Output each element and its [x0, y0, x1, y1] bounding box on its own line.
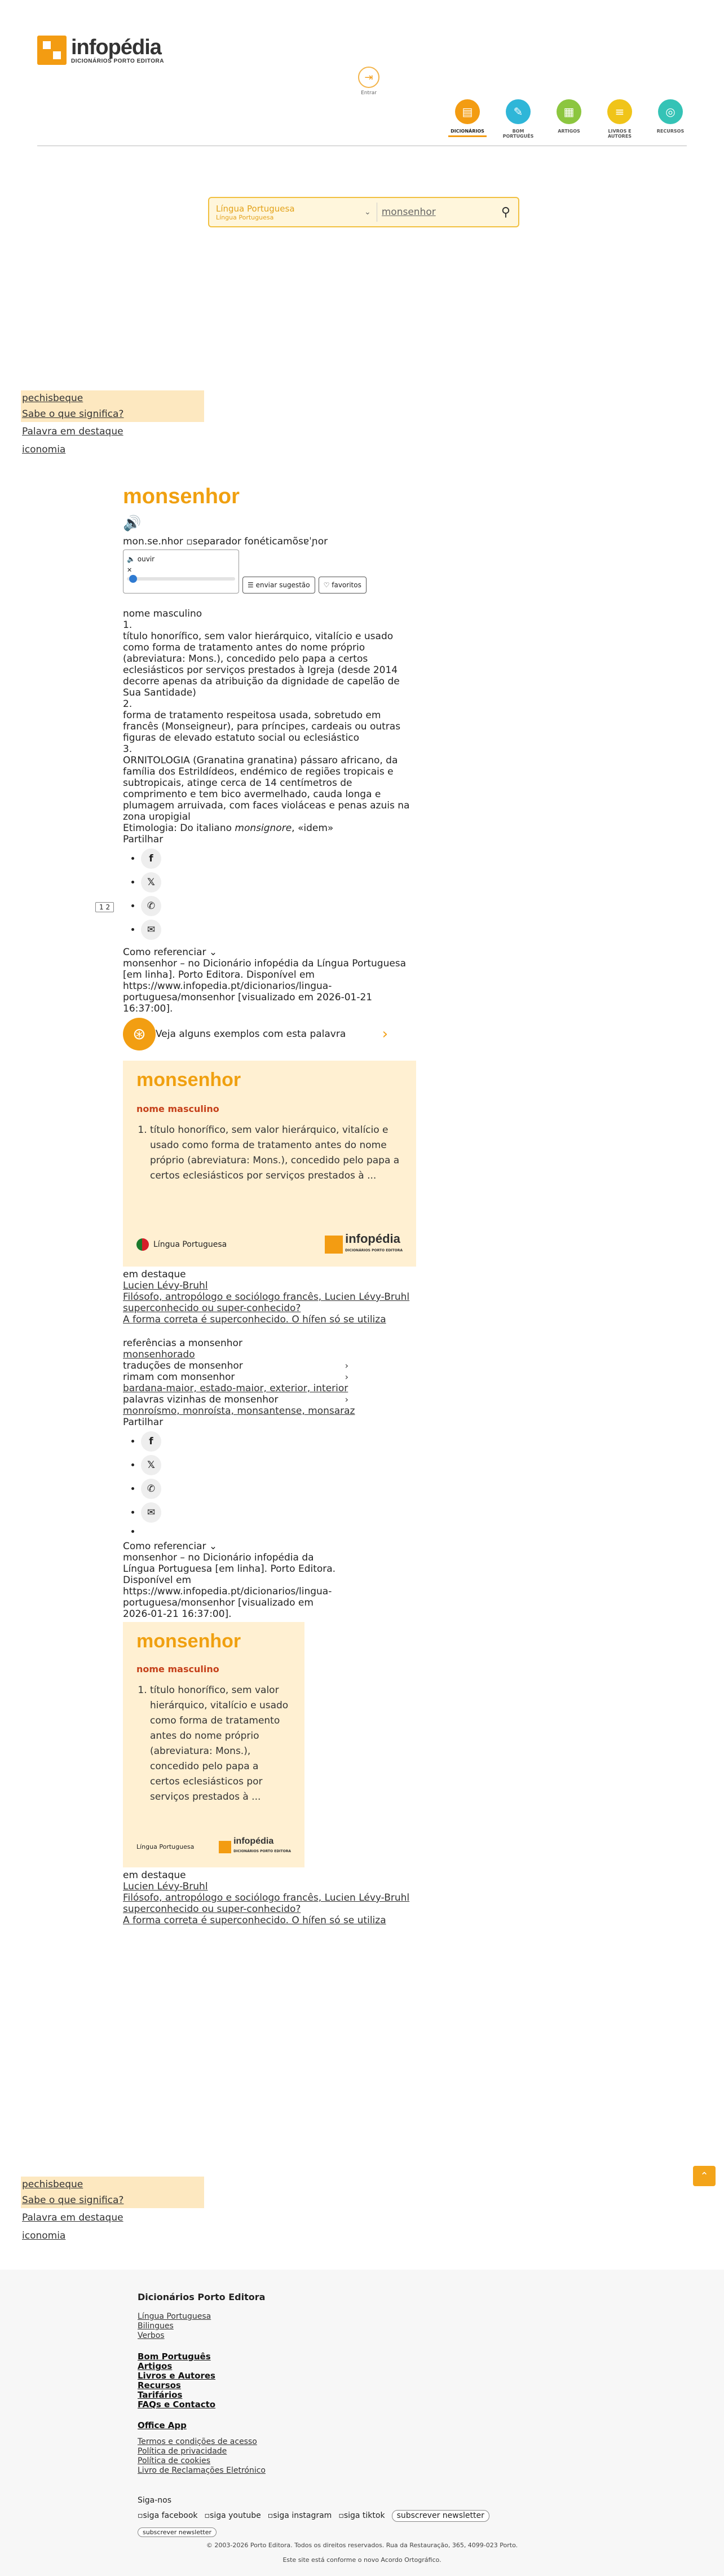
- search-icon[interactable]: ⚲: [501, 205, 510, 219]
- separator-alt: separador: [192, 536, 241, 547]
- definitions: [123, 608, 416, 845]
- citation-toggle[interactable]: [123, 1541, 416, 1552]
- site-footer: [0, 2270, 724, 2576]
- chevron-up-icon: ⌃: [700, 2170, 709, 2182]
- citation-text: monsenhor – no Dicionário infopédia da Língua Portuguesa [em linha]. Porto Editora. Disponível em https://www.infopedia.pt/dicionarios/lingua-portuguesa/monsenhor [visualizado em 2026-01-21 16:37:00].: [123, 958, 407, 1014]
- newsletter-button[interactable]: subscrever newsletter: [392, 2510, 489, 2522]
- share-buttons: [141, 849, 416, 940]
- featured-title: em destaque: [123, 1269, 186, 1280]
- footer-link[interactable]: Tarifários: [138, 2390, 183, 2400]
- share-label: Partilhar: [123, 1417, 164, 1428]
- document-icon: ▦: [557, 99, 581, 124]
- nav-label: DICIONÁRIOS: [448, 129, 487, 137]
- featured-link[interactable]: Lucien Lévy-Bruhl: [123, 1881, 208, 1892]
- share-card: [123, 1061, 416, 1267]
- translations-row[interactable]: [123, 1360, 348, 1371]
- copyright: © 2003-2026 Porto Editora. Todos os direitos reservados. Rua da Restauração, 365, 4099-023 Porto.: [206, 2542, 518, 2549]
- rhymes-row[interactable]: [123, 1371, 348, 1383]
- chevron-right-icon: ›: [345, 1394, 348, 1405]
- references-title: referências a monsenhor: [123, 1338, 242, 1349]
- card-brand-sub: DICIONÁRIOS PORTO EDITORA: [345, 1249, 403, 1252]
- instagram-icon[interactable]: ▫siga instagram: [267, 2511, 332, 2520]
- share-buttons: [141, 1431, 416, 1534]
- footer-link[interactable]: Política de cookies: [138, 2456, 211, 2465]
- footer-link[interactable]: Termos e condições de acesso: [138, 2437, 257, 2446]
- card-brand: infopédia: [233, 1836, 274, 1846]
- chevron-down-icon: ⌄: [209, 947, 218, 958]
- audio-slider[interactable]: [127, 577, 235, 581]
- citation-label: Como referenciar: [123, 947, 206, 958]
- featured-question-link[interactable]: Sabe o que significa?: [21, 406, 204, 422]
- etym-label: Etimologia: Do italiano: [123, 823, 235, 834]
- card-language: Língua Portuguesa: [136, 1843, 195, 1850]
- site-logo[interactable]: [37, 36, 164, 65]
- books-icon: ≡: [607, 99, 632, 124]
- featured-link[interactable]: superconhecido ou super-conhecido?: [123, 1904, 301, 1915]
- featured-sidebar: [21, 2177, 204, 2244]
- definition: forma de tratamento respeitosa usada, sobretudo em francês (Monseigneur), para príncipes, cardeais ou outras figuras de elevado estatuto social ou eclesiástico: [123, 710, 401, 744]
- featured-link[interactable]: Filósofo, antropólogo e sociólogo francês, Lucien Lévy-Bruhl: [123, 1291, 410, 1303]
- citation-toggle[interactable]: [123, 947, 416, 958]
- facebook-icon[interactable]: f: [141, 1431, 161, 1452]
- featured-sidebar: [21, 390, 204, 458]
- featured-link[interactable]: superconhecido ou super-conhecido?: [123, 1303, 301, 1314]
- entry-content: [123, 483, 416, 1926]
- logo-icon: [37, 36, 67, 65]
- audio-icon: 🔈: [127, 555, 135, 563]
- favorites-label: favoritos: [332, 581, 361, 589]
- whatsapp-icon[interactable]: ✆: [141, 1479, 161, 1499]
- language-subtitle: Língua Portuguesa: [216, 213, 274, 221]
- language-select[interactable]: [209, 204, 364, 221]
- follow-label: Siga-nos: [138, 2496, 172, 2505]
- etym-tail: , «idem»: [292, 823, 334, 834]
- featured-word-link[interactable]: pechisbeque: [21, 2177, 204, 2192]
- heart-icon: ♡: [323, 581, 330, 589]
- entry-tools: [123, 550, 416, 594]
- suggest-button[interactable]: [242, 577, 315, 594]
- nav-label: RECURSOS: [656, 129, 685, 134]
- nav-label: ARTIGOS: [558, 129, 580, 134]
- citation-label: Como referenciar: [123, 1541, 206, 1552]
- book-icon: ▤: [455, 99, 480, 124]
- audio-player[interactable]: [123, 550, 239, 594]
- examples-label: Veja alguns exemplos com esta palavra: [156, 1028, 346, 1040]
- card-brand: infopédia: [345, 1232, 400, 1246]
- chevron-down-icon: ⌄: [209, 1541, 218, 1552]
- footer-link[interactable]: Língua Portuguesa: [138, 2312, 211, 2321]
- card-grammar: nome masculino: [136, 1664, 219, 1674]
- chevron-right-icon: ›: [345, 1371, 348, 1382]
- card-headword: monsenhor: [136, 1630, 241, 1652]
- close-icon[interactable]: ✕: [127, 566, 133, 574]
- favorites-button[interactable]: [319, 577, 367, 594]
- page-title: monsenhor: [123, 485, 240, 508]
- card-definition: 1. título honorífico, sem valor hierárquico, vitalício e usado como forma de tratamento antes do nome próprio (abreviatura: Mons.), concedido pelo papa a certos eclesiásticos por serviços prestados à ...: [150, 1123, 403, 1184]
- footer-link[interactable]: Bom Português: [138, 2351, 211, 2362]
- def-number: 3.: [123, 744, 133, 755]
- translations-label: traduções de monsenhor: [123, 1360, 243, 1371]
- email-icon[interactable]: ✉: [141, 1502, 161, 1523]
- reference-link[interactable]: monsenhorado: [123, 1349, 195, 1360]
- facebook-icon[interactable]: f: [141, 849, 161, 869]
- main-nav: [448, 99, 690, 139]
- citation-text: monsenhor – no Dicionário infopédia da Língua Portuguesa [em linha]. Porto Editora. Disponível em https://www.infopedia.pt/dicionarios/lingua-portuguesa/monsenhor [visualizado em 2026-01-21 16:37:00].: [123, 1552, 336, 1620]
- card-brand-sub: DICIONÁRIOS PORTO EDITORA: [233, 1849, 291, 1853]
- x-icon[interactable]: 𝕏: [141, 1455, 161, 1475]
- examples-icon: ⊛: [123, 1018, 156, 1050]
- flag-icon: [136, 1238, 149, 1251]
- featured-title: em destaque: [123, 1870, 186, 1881]
- youtube-icon[interactable]: ▫siga youtube: [204, 2511, 261, 2520]
- social-label: siga youtube: [210, 2511, 261, 2520]
- featured-link[interactable]: A forma correta é superconhecido. O hífen só se utiliza: [123, 1915, 386, 1926]
- card-headword: monsenhor: [136, 1069, 241, 1091]
- footer-link[interactable]: Artigos: [138, 2361, 173, 2371]
- featured-link[interactable]: A forma correta é superconhecido. O hífen só se utiliza: [123, 1314, 386, 1325]
- footer-link[interactable]: Recursos: [138, 2380, 181, 2390]
- login-icon: ⇥: [358, 67, 379, 88]
- facebook-icon[interactable]: ▫siga facebook: [138, 2511, 198, 2520]
- footer-link[interactable]: Livros e Autores: [138, 2371, 215, 2381]
- email-icon[interactable]: ✉: [141, 920, 161, 940]
- back-to-top-button[interactable]: [693, 2166, 716, 2186]
- nav-artigos[interactable]: [550, 99, 588, 139]
- highlight-word-link[interactable]: iconomia: [22, 2230, 66, 2241]
- social-links: [138, 2510, 555, 2522]
- list-icon: ☰: [248, 581, 254, 589]
- def-number: 2.: [123, 698, 133, 710]
- word-highlight-link[interactable]: Palavra em destaque: [22, 426, 123, 437]
- card-language: Língua Portuguesa: [153, 1240, 227, 1249]
- syllables: mon.se.nhor: [123, 536, 183, 547]
- office-app-link[interactable]: Office App: [138, 2420, 187, 2430]
- social-label: siga instagram: [273, 2511, 332, 2520]
- def-number: 1.: [123, 619, 133, 631]
- orthography-note: Este site está conforme o novo Acordo Ortográfico.: [282, 2556, 442, 2564]
- rhymes-label: rimam com monsenhor: [123, 1371, 235, 1383]
- footer-title: Dicionários Porto Editora: [138, 2292, 266, 2302]
- neighbors-links[interactable]: monroísmo, monroísta, monsantense, monsaraz: [123, 1405, 355, 1417]
- chevron-right-icon: ›: [382, 1026, 388, 1043]
- nav-livros-autores[interactable]: [601, 99, 639, 139]
- footer-link[interactable]: FAQs e Contacto: [138, 2399, 216, 2410]
- footer-link[interactable]: Política de privacidade: [138, 2447, 227, 2456]
- etymology: [123, 823, 416, 834]
- newsletter-button[interactable]: subscrever newsletter: [138, 2527, 217, 2537]
- etym-word: monsignore: [235, 823, 292, 834]
- social-label: siga tiktok: [343, 2511, 385, 2520]
- neighbors-row[interactable]: [123, 1394, 348, 1405]
- grammar-category: nome masculino: [123, 608, 202, 619]
- rhymes-links[interactable]: bardana-maior, estado-maior, exterior, interior: [123, 1383, 348, 1394]
- logo-icon: [219, 1841, 231, 1853]
- speaker-icon[interactable]: 🔊: [123, 515, 142, 532]
- featured-question-link[interactable]: Sabe o que significa?: [21, 2192, 204, 2208]
- share-label: Partilhar: [123, 834, 164, 845]
- share-card: [123, 1622, 304, 1867]
- chevron-down-icon[interactable]: ⌄: [364, 208, 371, 217]
- definition: título honorífico, sem valor hierárquico, vitalício e usado como forma de tratamento antes do nome próprio (abreviatura: Mons.), concedido pelo papa a certos eclesiásticos por serviços prestados à Igreja (desde 2014 decorre apenas da atribuição da dignidade de capelão de Sua Santidade): [123, 631, 400, 698]
- nav-dicionarios[interactable]: [448, 99, 487, 139]
- nav-bom-portugues[interactable]: [499, 99, 537, 139]
- logo-icon: [325, 1236, 343, 1254]
- x-icon[interactable]: 𝕏: [141, 872, 161, 893]
- card-logo: [219, 1837, 291, 1857]
- chevron-right-icon: ›: [345, 1360, 348, 1371]
- nav-label: LIVROS E AUTORES: [607, 129, 632, 139]
- card-definition: 1. título honorífico, sem valor hierárquico, vitalício e usado como forma de tratamento antes do nome próprio (abreviatura: Mons.), concedido pelo papa a certos eclesiásticos por serviços prestados à ...: [150, 1683, 291, 1805]
- neighbors-label: palavras vizinhas de monsenhor: [123, 1394, 279, 1405]
- pen-icon: ✎: [506, 99, 531, 124]
- definition-number-badge[interactable]: 1 2: [95, 902, 114, 912]
- suggest-label: enviar sugestão: [255, 581, 310, 589]
- featured-word-link[interactable]: pechisbeque: [21, 390, 204, 406]
- examples-link[interactable]: [123, 1018, 416, 1050]
- definition: ORNITOLOGIA (Granatina granatina) pássaro africano, da família dos Estrildídeos, endémico de regiões tropicais e subtropicais, atinge cerca de 14 centímetros de comprimento e tem bico avermelhado, cauda longa e plumagem arruivada, com faces violáceas e penas azuis na zona uropigial: [123, 755, 410, 823]
- search-bar: [208, 197, 519, 227]
- language-title: Língua Portuguesa: [216, 203, 295, 214]
- syllabification: [123, 536, 416, 547]
- nav-label: BOM PORTUGUÊS: [502, 129, 534, 139]
- featured-link[interactable]: Lucien Lévy-Bruhl: [123, 1280, 208, 1291]
- social-label: siga facebook: [143, 2511, 198, 2520]
- phonetic: fonéticamõsɐˈɲor: [244, 536, 328, 547]
- login-label: Entrar: [361, 90, 377, 96]
- highlight-word-link[interactable]: iconomia: [22, 444, 66, 455]
- word-highlight-link[interactable]: Palavra em destaque: [22, 2212, 123, 2223]
- card-logo: [325, 1233, 403, 1256]
- featured-link[interactable]: Filósofo, antropólogo e sociólogo francês, Lucien Lévy-Bruhl: [123, 1892, 410, 1904]
- nav-recursos[interactable]: [651, 99, 690, 139]
- audio-label: ouvir: [137, 555, 155, 563]
- footer-link[interactable]: Verbos: [138, 2331, 165, 2340]
- whatsapp-icon[interactable]: ✆: [141, 896, 161, 916]
- brand-subtitle: DICIONÁRIOS PORTO EDITORA: [71, 58, 164, 64]
- card-grammar: nome masculino: [136, 1104, 219, 1114]
- footer-link[interactable]: Livro de Reclamações Eletrónico: [138, 2466, 266, 2475]
- tiktok-icon[interactable]: ▫siga tiktok: [338, 2511, 385, 2520]
- footer-link[interactable]: Bilingues: [138, 2322, 174, 2331]
- brand-name: infopédia: [71, 35, 161, 59]
- globe-icon: ◎: [658, 99, 683, 124]
- separator-image: ▫separador: [186, 536, 241, 547]
- search-input[interactable]: [377, 206, 501, 218]
- login-button[interactable]: [356, 67, 381, 96]
